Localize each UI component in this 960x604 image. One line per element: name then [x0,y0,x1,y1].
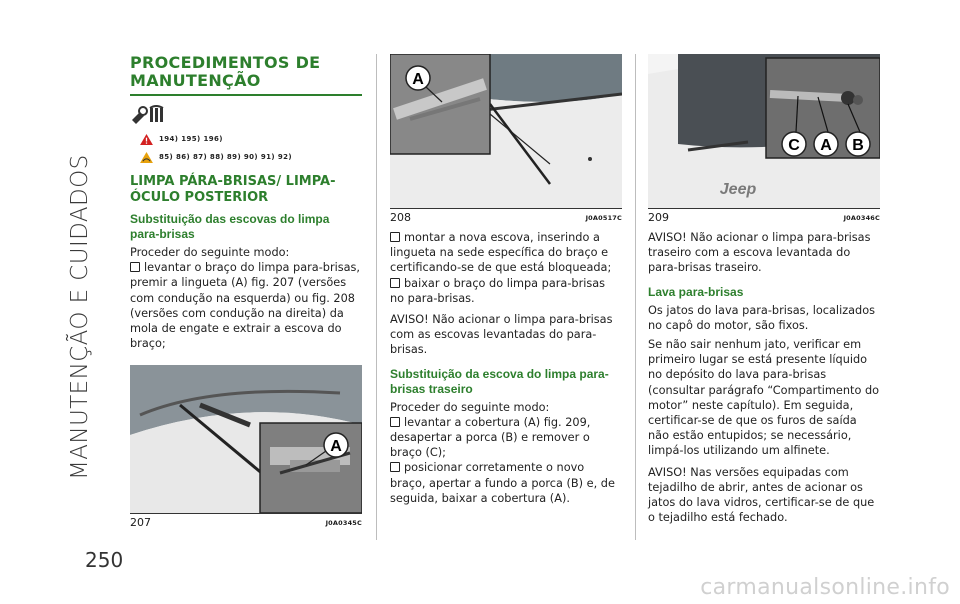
checkbox-bullet-icon [390,417,400,427]
checkbox-bullet-icon [390,232,400,242]
figure-code: J0A0345C [325,518,362,527]
watermark: carmanualsonline.info [700,575,950,600]
column-divider [635,54,636,540]
figure-caption [648,211,880,224]
checkbox-bullet-icon [390,462,400,472]
figure-caption [390,211,622,224]
callout-label: C [788,137,800,154]
callout-label: A [820,137,832,154]
caution-refs-row [140,148,362,166]
chapter-side-title: MANUTENÇÃO E CUIDADOS [67,154,93,480]
bullet-item: montar a nova escova, inserindo a lingueta na sede específica do braço e certificando-se de que está bloqueada; [390,231,612,275]
bullet-item: levantar a cobertura (A) fig. 209, desapertar a porca (B) e remover o braço (C); [390,415,591,460]
figure-number: 208 [390,211,411,224]
callout-label: A [412,71,424,88]
warning-refs: 194) 195) 196) [159,135,223,143]
figure-code: J0A0346C [843,213,880,222]
bullet-item: baixar o braço do limpa para-brisas no para-brisas. [390,276,606,305]
section-rule [130,94,362,96]
column-1 [130,54,362,529]
body-text: Se não sair nenhum jato, verificar em primeiro lugar se está presente líquido no depósito do lava para-brisas (consultar parágrafo “Compartimento do motor” neste capítulo). Em seguida, certificar-se de que os furos de saída não estão entupidos; se necessário, limpá-los utilizando um alfinete. [648,338,880,458]
column-3 [648,54,880,525]
figure-207 [130,365,362,514]
figure-number: 207 [130,516,151,530]
checkbox-bullet-icon [130,262,140,272]
checkbox-bullet-icon [390,278,400,288]
warning-text: AVISO! Não acionar o limpa para-brisas traseiro com a escova levantada do para-brisas traseiro. [648,231,871,275]
figure-number: 209 [648,211,669,224]
section-title: PROCEDIMENTOS DE MANUTENÇÃO [130,53,321,90]
figure-code: J0A0517C [585,213,622,222]
warning-text: AVISO! Não acionar o limpa para-brisas com as escovas levantadas do para-brisas. [390,313,613,357]
procedure-heading: Substituição da escova do limpa para-brisas traseiro [390,366,609,396]
bullet-item: levantar o braço do limpa para-brisas, premir a lingueta (A) fig. 207 (versões com condução na esquerda) ou fig. 208 (versões com condução na direita) da mola de engate e extrair a escova do braço; [130,261,361,351]
brand-badge: Jeep [719,181,757,198]
callout-label: B [852,137,864,154]
caution-refs: 85) 86) 87) 88) 89) 90) 91) 92) [159,153,292,161]
column-divider [376,54,377,540]
caution-icon [140,152,153,163]
maintenance-icon [130,104,362,128]
procedure-heading: Lava para-brisas [648,284,744,299]
callout-label: A [330,438,342,456]
page-number: 250 [85,548,124,572]
bullet-item: posicionar corretamente o novo braço, apertar a fundo a porca (B) e, de seguida, baixar a cobertura (A). [390,461,615,505]
figure-209 [648,54,880,209]
warning-triangle-icon [140,134,153,145]
body-text: Os jatos do lava para-brisas, localizados no capô do motor, são fixos. [648,303,876,332]
procedure-heading: Substituição das escovas do limpa para-brisas [130,212,330,241]
warning-refs-row [140,130,362,148]
body-text: Proceder do seguinte modo: [390,400,550,414]
figure-208 [390,54,622,209]
subsection-title: LIMPA PÁRA-BRISAS/ LIMPA-ÓCULO POSTERIOR [130,174,336,205]
warning-text: AVISO! Nas versões equipadas com tejadilho de abrir, antes de acionar os jatos do lava vidros, certificar-se de que o tejadilho está fechado. [648,465,875,525]
body-text: Proceder do seguinte modo: [130,246,290,259]
column-2 [390,54,622,506]
figure-caption [130,516,362,529]
